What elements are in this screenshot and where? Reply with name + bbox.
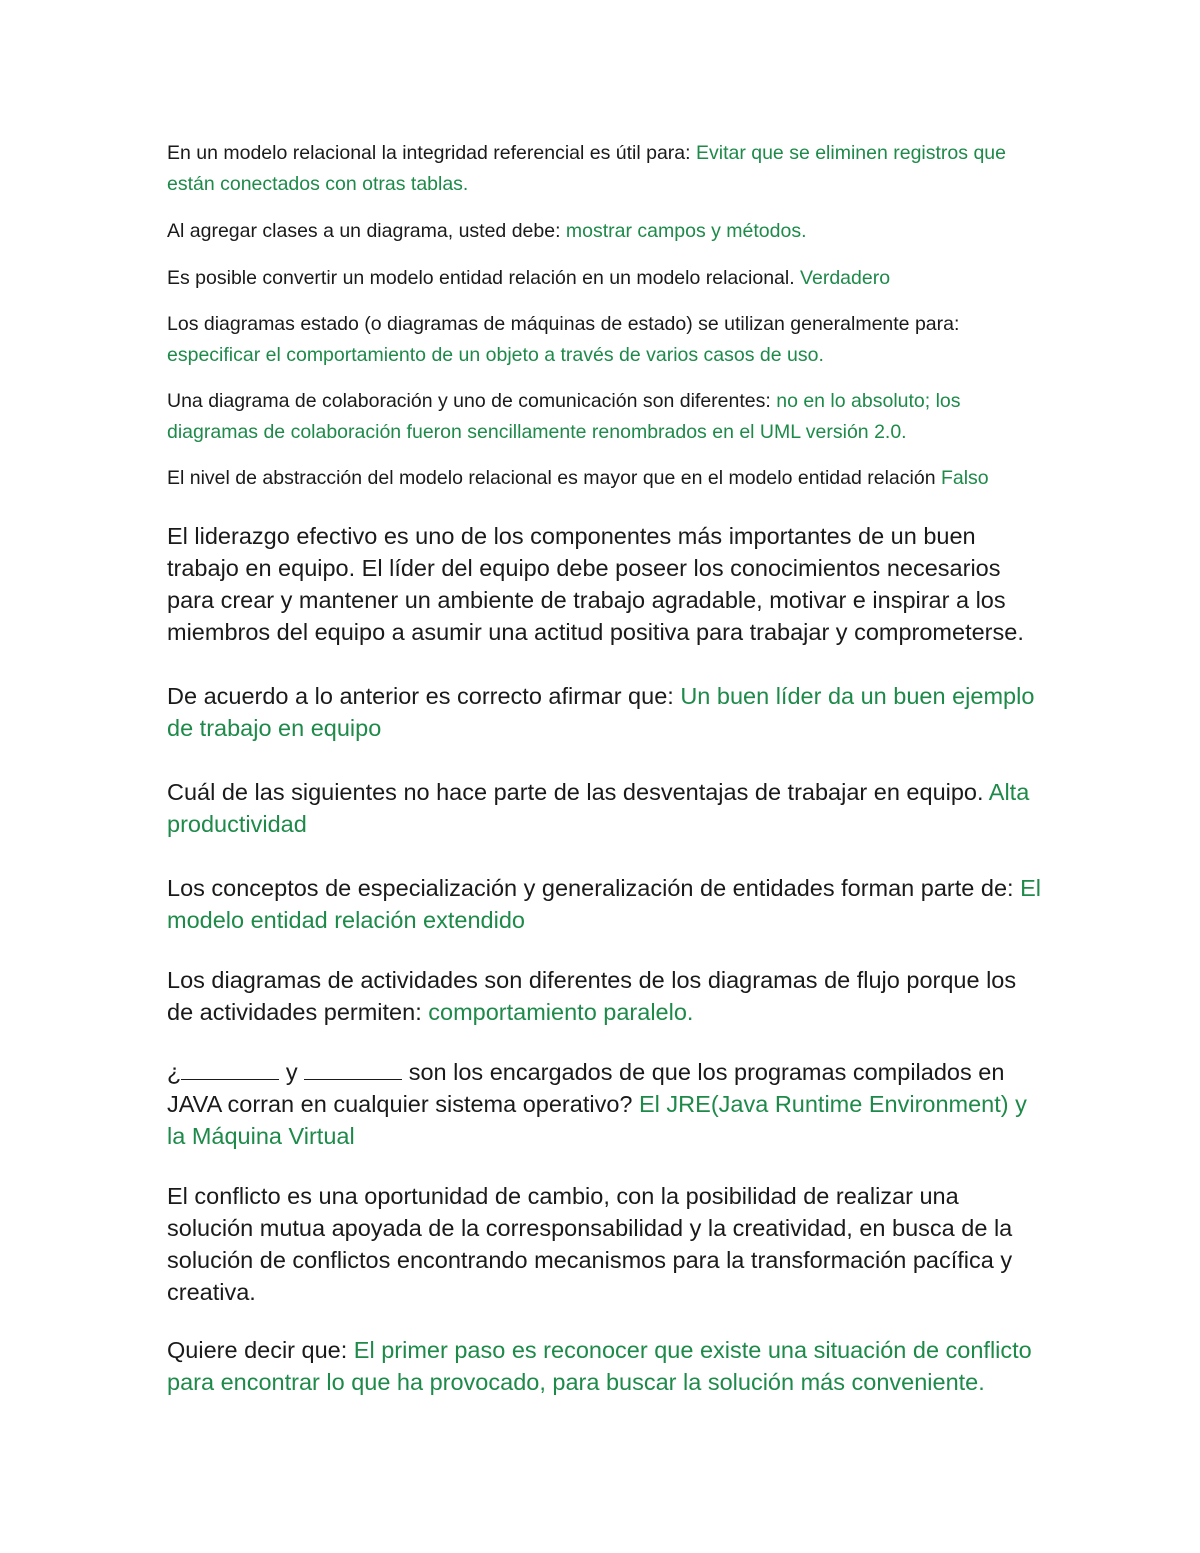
- question-text: Los diagramas de actividades son diferentes de los diagramas de flujo porque los de actividades permiten:: [167, 967, 1017, 1025]
- question-colaboracion-comunicacion: [167, 386, 1047, 448]
- answer-text: Alta productividad: [167, 779, 1030, 837]
- answer-text: no en lo absoluto; los diagramas de colaboración fueron sencillamente renombrados en el UML versión 2.0.: [167, 390, 961, 443]
- question-especializacion: [167, 872, 1047, 936]
- question-diagramas-estado: [167, 309, 1047, 371]
- question-nivel-abstraccion: [167, 463, 1047, 494]
- question-text: Los conceptos de especialización y generalización de entidades forman parte de:: [167, 875, 1021, 901]
- answer-text: El primer paso es reconocer que existe una situación de conflicto para encontrar lo que ha provocado, para buscar la solución más conveniente.: [167, 1337, 1032, 1395]
- answer-text: Un buen líder da un buen ejemplo de trabajo en equipo: [167, 683, 1035, 741]
- question-text: Es posible convertir un modelo entidad relación en un modelo relacional.: [167, 267, 801, 289]
- question-text: Quiere decir que:: [167, 1337, 354, 1363]
- blank-line: [304, 1078, 402, 1080]
- answer-text: Evitar que se eliminen registros que están conectados con otras tablas.: [167, 142, 1006, 195]
- answer-text: El modelo entidad relación extendido: [167, 875, 1041, 933]
- question-integridad-referencial: [167, 138, 1047, 200]
- question-text: Al agregar clases a un diagrama, usted debe:: [167, 220, 566, 242]
- question-buen-lider: [167, 680, 1047, 744]
- question-text: El nivel de abstracción del modelo relacional es mayor que en el modelo entidad relación: [167, 467, 941, 489]
- paragraph-liderazgo: [167, 520, 1047, 648]
- question-diagramas-actividades: [167, 964, 1047, 1028]
- answer-text: El JRE(Java Runtime Environment) y la Máquina Virtual: [167, 1091, 1027, 1149]
- answer-text: comportamiento paralelo.: [428, 999, 694, 1025]
- question-convertir-modelo: [167, 263, 1047, 294]
- question-text: Cuál de las siguientes no hace parte de las desventajas de trabajar en equipo.: [167, 779, 989, 805]
- question-text: son los encargados de que los programas compilados en JAVA corran en cualquier sistema operativo?: [167, 1059, 1005, 1117]
- question-java-jre: [167, 1056, 1047, 1152]
- question-text: De acuerdo a lo anterior es correcto afirmar que:: [167, 683, 681, 709]
- answer-text: Falso: [940, 467, 989, 489]
- question-text: Los diagramas estado (o diagramas de máquinas de estado) se utilizan generalmente para:: [167, 313, 960, 335]
- paragraph-text: El liderazgo efectivo es uno de los componentes más importantes de un buen trabajo en equipo. El líder del equipo debe poseer los conocimientos necesarios para crear y mantener un ambiente de trabajo agradable, motivar e inspirar a los miembros del equipo a asumir una actitud positiva para trabajar y comprometerse.: [167, 523, 1024, 645]
- document-page: [167, 138, 1047, 1424]
- question-agregar-clases: [167, 216, 1047, 247]
- question-prefix: ¿: [167, 1059, 182, 1085]
- answer-text: Verdadero: [800, 267, 891, 289]
- question-middle: y: [279, 1059, 305, 1085]
- question-text: Una diagrama de colaboración y uno de comunicación son diferentes:: [167, 390, 777, 412]
- answer-text: mostrar campos y métodos.: [565, 220, 807, 242]
- paragraph-text: El conflicto es una oportunidad de cambio, con la posibilidad de realizar una solución mutua apoyada de la corresponsabilidad y la creatividad, en busca de la solución de conflictos encontrando mecanismos para la transformación pacífica y creativa.: [167, 1183, 1013, 1305]
- question-text: En un modelo relacional la integridad referencial es útil para:: [167, 142, 696, 164]
- question-quiere-decir: [167, 1334, 1047, 1398]
- blank-line: [181, 1078, 279, 1080]
- answer-text: especificar el comportamiento de un objeto a través de varios casos de uso.: [167, 344, 824, 366]
- paragraph-conflicto: [167, 1180, 1047, 1308]
- question-desventajas-equipo: [167, 776, 1047, 840]
